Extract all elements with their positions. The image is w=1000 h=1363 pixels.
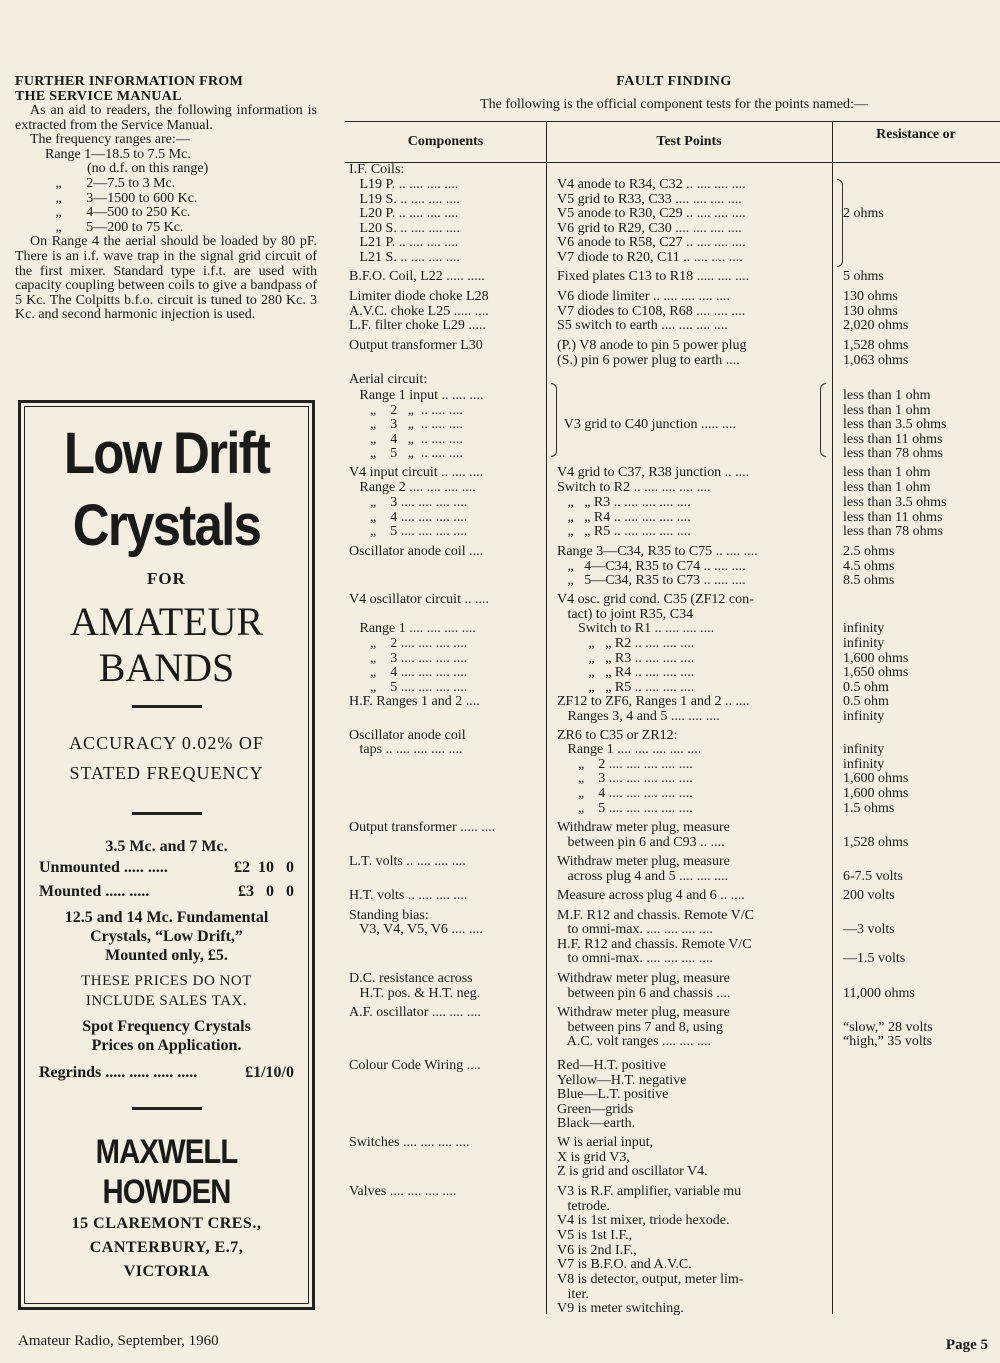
test-point-cell: „ 5—C34, R35 to C73 .. .... .... <box>557 573 746 588</box>
resistance-cell: infinity <box>843 621 885 636</box>
fault-finding-subtitle: The following is the official component tests for the points named:— <box>480 97 868 112</box>
ad-regrinds-label: Regrinds ..... ..... ..... ..... <box>39 1064 198 1081</box>
resistance-cell: less than 1 ohm <box>843 465 931 480</box>
test-point-cell: „ 4—C34, R35 to C74 .. .... .... <box>557 559 746 574</box>
test-point-cell: V8 is detector, output, meter lim- <box>557 1272 744 1287</box>
test-point-cell: V4 osc. grid cond. C35 (ZF12 con- <box>557 592 754 607</box>
footer-publication: Amateur Radio, September, 1960 <box>18 1333 219 1349</box>
ad-spot-2: Prices on Application. <box>91 1037 242 1054</box>
test-point-cell: Green—grids <box>557 1102 634 1117</box>
resistance-cell: 11,000 ohms <box>843 986 915 1001</box>
test-point-cell: Blue—L.T. positive <box>557 1087 669 1102</box>
test-point-cell: Withdraw meter plug, measure <box>557 820 730 835</box>
resistance-cell: 130 ohms <box>843 289 898 304</box>
component-cell: A.V.C. choke L25 ..... .... <box>349 304 489 319</box>
component-cell: L.T. volts .. .... .... .... <box>349 854 466 869</box>
ad-fundamental-1: 12.5 and 14 Mc. Fundamental <box>64 909 269 926</box>
test-point-cell: ZR6 to C35 or ZR12: <box>557 728 678 743</box>
resistance-cell: 2,020 ohms <box>843 318 909 333</box>
test-point-cell: V3 grid to C40 junction ..... .... <box>557 417 737 432</box>
component-cell: taps .. .... .... .... .... <box>349 742 463 757</box>
ad-unmounted-row <box>21 856 312 880</box>
ad-headline-crystals: Crystals <box>72 493 261 558</box>
test-point-cell: X is grid V3, <box>557 1150 630 1165</box>
resistance-cell: 1,650 ohms <box>843 665 909 680</box>
frequency-range-line: Range 1—18.5 to 7.5 Mc. <box>45 146 191 162</box>
test-point-cell: Z is grid and oscillator V4. <box>557 1164 708 1179</box>
ad-address-1: 15 CLAREMONT CRES., <box>71 1215 262 1232</box>
test-point-cell: Withdraw meter plug, measure <box>557 1005 730 1020</box>
component-cell: I.F. Coils: <box>349 162 405 177</box>
component-cell: A.F. oscillator .... .... .... <box>349 1005 481 1020</box>
component-cell: Range 2 .... .... .... .... <box>349 480 476 495</box>
component-cell: L19 P. .. .... .... .... <box>349 177 459 192</box>
resistance-cell: 1,600 ohms <box>843 771 909 786</box>
resistance-cell: less than 78 ohms <box>843 524 943 539</box>
frequency-range-line: „ 5—200 to 75 Kc. <box>45 219 184 235</box>
test-point-cell: „ „ R5 .. .... .... .... <box>557 680 695 695</box>
test-point-cell: (S.) pin 6 power plug to earth .... <box>557 353 740 368</box>
test-point-cell: V7 is B.F.O. and A.V.C. <box>557 1257 692 1272</box>
resistance-cell: 0.5 ohm <box>843 680 889 695</box>
test-point-cell: M.F. R12 and chassis. Remote V/C <box>557 908 754 923</box>
service-manual-section <box>15 74 317 323</box>
component-cell: Colour Code Wiring .... <box>349 1058 481 1073</box>
resistance-cell: —3 volts <box>843 922 895 937</box>
ad-mounted-row <box>21 880 312 904</box>
test-point-cell: to omni-max. .... .... .... .... <box>557 951 713 966</box>
ad-mc-line: 3.5 Mc. and 7 Mc. <box>105 838 228 855</box>
test-point-cell: V5 anode to R30, C29 .. .... .... .... <box>557 206 746 221</box>
ad-bands: BANDS <box>98 645 235 690</box>
resistance-cell: less than 11 ohms <box>843 510 943 525</box>
test-point-cell: Range 1 .... .... .... .... .... <box>557 742 702 757</box>
component-cell: Range 1 input .. .... .... <box>349 388 484 403</box>
resistance-cell: “high,” 35 volts <box>843 1034 933 1049</box>
test-point-cell: across plug 4 and 5 .... .... .... <box>557 869 729 884</box>
component-cell: „ 3 „ .. .... .... <box>349 417 463 432</box>
test-point-cell: (P.) V8 anode to pin 5 power plug <box>557 338 747 353</box>
ad-unmounted-price: £2 10 0 <box>234 859 294 876</box>
resistance-cell: 2 ohms <box>843 206 884 221</box>
test-point-cell: V3 is R.F. amplifier, variable mu <box>557 1184 742 1199</box>
test-point-cell: between pins 7 and 8, using <box>557 1020 724 1035</box>
resistance-cell: 4.5 ohms <box>843 559 895 574</box>
resistance-cell: 2.5 ohms <box>843 544 895 559</box>
test-point-cell: Fixed plates C13 to R18 ..... .... .... <box>557 269 750 284</box>
resistance-cell: less than 78 ohms <box>843 446 943 461</box>
ad-regrinds-price: £1/10/0 <box>245 1064 294 1081</box>
component-cell: „ 4 .... .... .... .... <box>349 665 468 680</box>
ad-accuracy-2: STATED FREQUENCY <box>69 763 264 783</box>
component-cell: „ 2 „ .. .... .... <box>349 403 463 418</box>
test-point-cell: V9 is meter switching. <box>557 1301 684 1316</box>
test-point-cell: „ „ R4 .. .... .... .... <box>557 665 695 680</box>
component-cell: „ 5 .... .... .... .... <box>349 680 468 695</box>
ad-accuracy-1: ACCURACY 0.02% OF <box>69 733 264 753</box>
test-point-cell: Measure across plug 4 and 6 .. .... <box>557 888 745 903</box>
ad-mounted-price: £3 0 0 <box>238 883 294 900</box>
frequency-range-line: (no d.f. on this range) <box>45 161 209 177</box>
test-point-cell: V6 anode to R58, C27 .. .... .... .... <box>557 235 746 250</box>
component-cell: „ 2 .... .... .... .... <box>349 636 468 651</box>
test-point-cell: Withdraw meter plug, measure <box>557 971 730 986</box>
header-components: Components <box>407 134 484 149</box>
component-cell: H.F. Ranges 1 and 2 .... <box>349 694 480 709</box>
component-cell: B.F.O. Coil, L22 ..... ..... <box>349 269 485 284</box>
resistance-cell: 0.5 ohm <box>843 694 889 709</box>
component-cell: Aerial circuit: <box>349 372 428 387</box>
component-cell: D.C. resistance across <box>349 971 473 986</box>
component-cell: L20 P. .. .... .... .... <box>349 206 459 221</box>
ad-mounted-label: Mounted ..... ..... <box>39 883 150 900</box>
resistance-cell: 1.5 ohms <box>843 801 895 816</box>
component-cell: Standing bias: <box>349 908 429 923</box>
ad-headline-low-drift: Low Drift <box>63 421 270 486</box>
fault-finding-title: FAULT FINDING <box>616 74 732 89</box>
test-point-cell: „ 3 .... .... .... .... .... <box>557 771 693 786</box>
resistance-cell: 5 ohms <box>843 269 884 284</box>
frequency-range-line: „ 3—1500 to 600 Kc. <box>45 190 198 206</box>
resistance-cell: infinity <box>843 757 885 772</box>
ad-amateur: AMATEUR <box>69 599 264 644</box>
resistance-cell: 200 volts <box>843 888 895 903</box>
test-point-cell: V4 anode to R34, C32 .. .... .... .... <box>557 177 746 192</box>
component-cell: Limiter diode choke L28 <box>349 289 489 304</box>
footer-page-number: Page 5 <box>945 1337 988 1353</box>
component-cell: Oscillator anode coil .... <box>349 544 484 559</box>
test-point-cell: between pin 6 and chassis .... <box>557 986 731 1001</box>
test-point-cell: iter. <box>557 1287 589 1302</box>
test-point-cell: tetrode. <box>557 1199 610 1214</box>
component-cell: H.T. pos. & H.T. neg. <box>349 986 481 1001</box>
test-point-cell: between pin 6 and C93 .. .... <box>557 835 725 850</box>
ad-company-name: MAXWELL HOWDEN <box>95 1133 238 1211</box>
component-cell: L19 S. .. .... .... .... <box>349 192 460 207</box>
test-point-cell: Switch to R2 .. .... .... .... .... <box>557 480 711 495</box>
ranges-intro: The frequency ranges are:— <box>30 132 190 148</box>
test-point-cell: H.F. R12 and chassis. Remote V/C <box>557 937 752 952</box>
ad-unmounted-label: Unmounted ..... ..... <box>39 859 168 876</box>
test-point-cell: Switch to R1 .. .... .... .... <box>557 621 715 636</box>
test-point-cell: V6 grid to R29, C30 .... .... .... .... <box>557 221 742 236</box>
resistance-cell: infinity <box>843 709 885 724</box>
component-cell: „ 5 .... .... .... .... <box>349 524 468 539</box>
section-heading-2: THE SERVICE MANUAL <box>15 89 182 104</box>
component-cell: Switches .... .... .... .... <box>349 1135 470 1150</box>
test-point-cell: „ 2 .... .... .... .... .... <box>557 757 693 772</box>
test-point-cell: V7 diode to R20, C11 .. .... .... .... <box>557 250 743 265</box>
component-cell: „ 3 .... .... .... .... <box>349 651 468 666</box>
component-cell: Range 1 .... .... .... .... <box>349 621 476 636</box>
resistance-cell: 130 ohms <box>843 304 898 319</box>
test-point-cell: ZF12 to ZF6, Ranges 1 and 2 .. .... <box>557 694 750 709</box>
resistance-cell: 6-7.5 volts <box>843 869 903 884</box>
ad-spot-1: Spot Frequency Crystals <box>82 1018 251 1035</box>
brace-aerial-left <box>551 383 557 457</box>
component-cell: Valves .... .... .... .... <box>349 1184 457 1199</box>
component-cell: „ 4 „ .. .... .... <box>349 432 463 447</box>
component-cell: „ 3 .... .... .... .... <box>349 495 468 510</box>
resistance-cell: “slow,” 28 volts <box>843 1020 933 1035</box>
resistance-cell: less than 11 ohms <box>843 432 943 447</box>
table-top-rule <box>345 121 1000 122</box>
component-cell: „ 5 „ .. .... .... <box>349 446 463 461</box>
component-cell: V4 input circuit .. .... .... <box>349 465 484 480</box>
component-cell: Oscillator anode coil <box>349 728 466 743</box>
crystals-advertisement <box>18 400 315 1310</box>
test-point-cell: Range 3—C34, R35 to C75 .. .... .... <box>557 544 758 559</box>
brace-if-coils <box>837 179 843 267</box>
component-cell: L20 S. .. .... .... .... <box>349 221 460 236</box>
component-cell: „ 4 .... .... .... .... <box>349 510 468 525</box>
component-cell: L21 P. .. .... .... .... <box>349 235 459 250</box>
section-heading-1: FURTHER INFORMATION FROM <box>15 74 244 89</box>
test-point-cell: „ „ R2 .. .... .... .... <box>557 636 695 651</box>
ad-tax-2: INCLUDE SALES TAX. <box>85 993 248 1009</box>
ad-fundamental-3: Mounted only, £5. <box>105 947 228 964</box>
ad-fundamental-2: Crystals, “Low Drift,” <box>90 928 243 945</box>
test-point-cell: A.C. volt ranges .... .... .... <box>557 1034 711 1049</box>
table-divider-2 <box>832 121 833 1314</box>
resistance-cell: less than 1 ohm <box>843 403 931 418</box>
test-point-cell: Withdraw meter plug, measure <box>557 854 730 869</box>
resistance-cell: less than 3.5 ohms <box>843 495 947 510</box>
resistance-cell: 1,528 ohms <box>843 835 909 850</box>
component-cell: V4 oscillator circuit .. .... <box>349 592 489 607</box>
test-point-cell: Ranges 3, 4 and 5 .... .... .... <box>557 709 720 724</box>
test-point-cell: V4 is 1st mixer, triode hexode. <box>557 1213 730 1228</box>
fault-finding-table <box>345 121 1000 1314</box>
table-divider-1 <box>546 121 547 1314</box>
frequency-ranges-list <box>15 148 317 236</box>
resistance-cell: infinity <box>843 742 885 757</box>
test-point-cell: Red—H.T. positive <box>557 1058 667 1073</box>
resistance-cell: 1,528 ohms <box>843 338 909 353</box>
test-point-cell: V4 grid to C37, R38 junction .. .... <box>557 465 750 480</box>
test-point-cell: „ „ R4 .. .... .... .... .... <box>557 510 691 525</box>
component-cell: L.F. filter choke L29 ..... <box>349 318 486 333</box>
test-point-cell: Yellow—H.T. negative <box>557 1073 687 1088</box>
ad-address-3: VICTORIA <box>123 1263 210 1280</box>
test-point-cell: tact) to joint R35, C34 <box>557 607 694 622</box>
test-point-cell: V7 diodes to C108, R68 .... .... .... <box>557 304 746 319</box>
resistance-cell: 1,063 ohms <box>843 353 909 368</box>
header-resistance: Resistance or <box>876 127 956 142</box>
test-point-cell: „ „ R5 .. .... .... .... .... <box>557 524 691 539</box>
component-cell: V3, V4, V5, V6 .... .... <box>349 922 483 937</box>
test-point-cell: V6 is 2nd I.F., <box>557 1243 637 1258</box>
resistance-cell: 1,600 ohms <box>843 651 909 666</box>
test-point-cell: „ „ R3 .. .... .... .... <box>557 651 695 666</box>
component-cell: L21 S. .. .... .... .... <box>349 250 460 265</box>
frequency-range-line: „ 2—7.5 to 3 Mc. <box>45 175 176 191</box>
brace-aerial-right <box>820 383 826 457</box>
ad-address-2: CANTERBURY, E.7, <box>89 1239 244 1256</box>
test-point-cell: S5 switch to earth .... .... .... .... <box>557 318 728 333</box>
component-cell: H.T. volts .. .... .... .... <box>349 888 468 903</box>
resistance-cell: infinity <box>843 636 885 651</box>
details-paragraph: On Range 4 the aerial should be loaded by 80 pF. There is an i.f. wave trap in the signal grid circuit of the first mixer. Standard type i.f.t. are used with capacity coupling between coils to give a bandpass of 5 Kc. The Colpitts b.f.o. circuit is tuned to 280 Kc. 3 Kc. and second harmonic injection is used. <box>15 234 317 323</box>
frequency-range-line: „ 4—500 to 250 Kc. <box>45 205 191 221</box>
ad-tax-1: THESE PRICES DO NOT <box>81 973 252 989</box>
test-point-cell: to omni-max. .... .... .... .... <box>557 922 713 937</box>
component-cell: Output transformer ..... .... <box>349 820 496 835</box>
resistance-cell: 1,600 ohms <box>843 786 909 801</box>
test-point-cell: Black—earth. <box>557 1116 636 1131</box>
header-test-points: Test Points <box>656 134 722 149</box>
resistance-cell: less than 1 ohm <box>843 480 931 495</box>
resistance-cell: less than 3.5 ohms <box>843 417 947 432</box>
resistance-cell: 8.5 ohms <box>843 573 895 588</box>
test-point-cell: „ „ R3 .. .... .... .... .... <box>557 495 691 510</box>
test-point-cell: „ 5 .... .... .... .... .... <box>557 801 693 816</box>
resistance-cell: less than 1 ohm <box>843 388 931 403</box>
intro-paragraph: As an aid to readers, the following information is extracted from the Service Manual. <box>15 103 317 133</box>
component-cell: Output transformer L30 <box>349 338 483 353</box>
test-point-cell: V6 diode limiter .. .... .... .... .... <box>557 289 731 304</box>
test-point-cell: W is aerial input, <box>557 1135 654 1150</box>
ad-regrinds-row <box>21 1061 312 1085</box>
test-point-cell: V5 grid to R33, C33 .... .... .... .... <box>557 192 742 207</box>
test-point-cell: „ 4 .... .... .... .... .... <box>557 786 693 801</box>
ad-for: FOR <box>147 569 186 588</box>
test-point-cell: V5 is 1st I.F., <box>557 1228 633 1243</box>
resistance-cell: —1.5 volts <box>843 951 906 966</box>
